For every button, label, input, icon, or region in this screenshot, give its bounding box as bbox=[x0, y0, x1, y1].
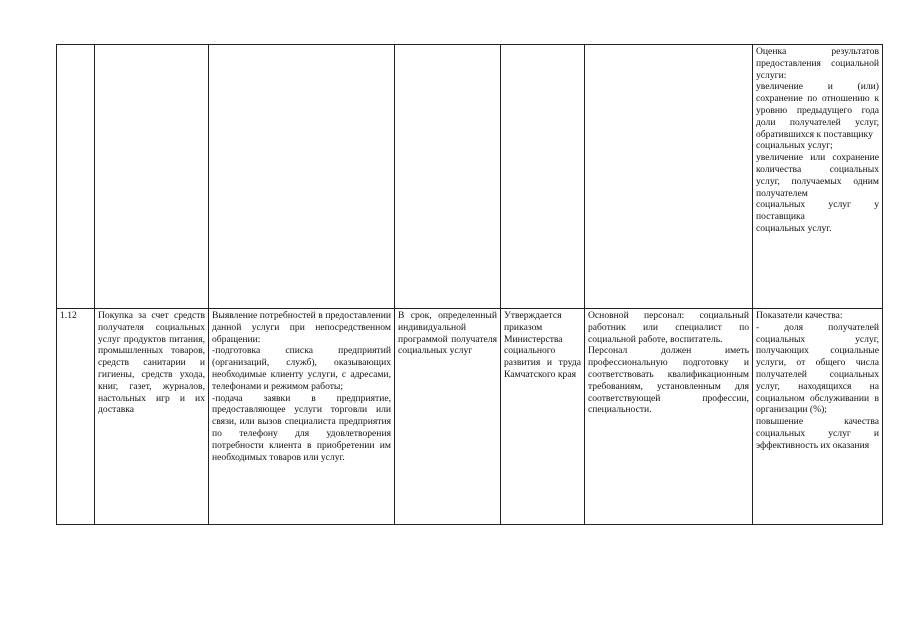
cell-quality: Оценка результатов предоставления социальной услуги: увеличение и (или) сохранение по отношению к уровню предыдущего года доли получателей услуг, обратившихся к поставщику социальных услуг; увеличение или сохранение количества социальных услуг, получаемых одним получателем социальных услуг у поставщика социальных услуг. bbox=[753, 45, 883, 309]
cell-service-name: Покупка за счет средств получателя социальных услуг продуктов питания, промышленных товаров, средств санитарии и гигиены, средств ухода, книг, газет, журналов, настольных игр и их доставка bbox=[95, 309, 209, 525]
services-table bbox=[56, 44, 883, 525]
cell-tariff: Утверждается приказом Министерства социального развития и труда Камчатского края bbox=[501, 309, 585, 525]
cell-number: 1.12 bbox=[57, 309, 95, 525]
cell-description bbox=[209, 45, 395, 309]
cell-term bbox=[395, 45, 501, 309]
cell-service-name bbox=[95, 45, 209, 309]
cell-quality: Показатели качества: - доля получателей социальных услуг, получающих социальные услуги, от общего числа получателей социальных услуг, находящихся на социальном обслуживании в организации (%); повышение качества социальных услуг и эффективность их оказания bbox=[753, 309, 883, 525]
table-row bbox=[57, 45, 883, 309]
cell-term: В срок, определенный индивидуальной программой получателя социальных услуг bbox=[395, 309, 501, 525]
cell-number bbox=[57, 45, 95, 309]
cell-conditions bbox=[585, 45, 753, 309]
cell-conditions: Основной персонал: социальный работник или специалист по социальной работе, воспитатель. Персонал должен иметь профессиональную подготовку и соответствовать квалификационным требованиям, установленным для соответствующей профессии, специальности. bbox=[585, 309, 753, 525]
table-row bbox=[57, 309, 883, 525]
cell-tariff bbox=[501, 45, 585, 309]
cell-description: Выявление потребностей в предоставлении данной услуги при непосредственном обращении: -подготовка списка предприятий (организаций, служб), оказывающих необходимые клиенту услуги, с адресами, телефонами и режимом работы; -подача заявки в предприятие, предоставляющее услуги торговли или связи, или вызов специалиста предприятия по телефону для удовлетворения потребности клиента в приобретении им необходимых товаров или услуг. bbox=[209, 309, 395, 525]
